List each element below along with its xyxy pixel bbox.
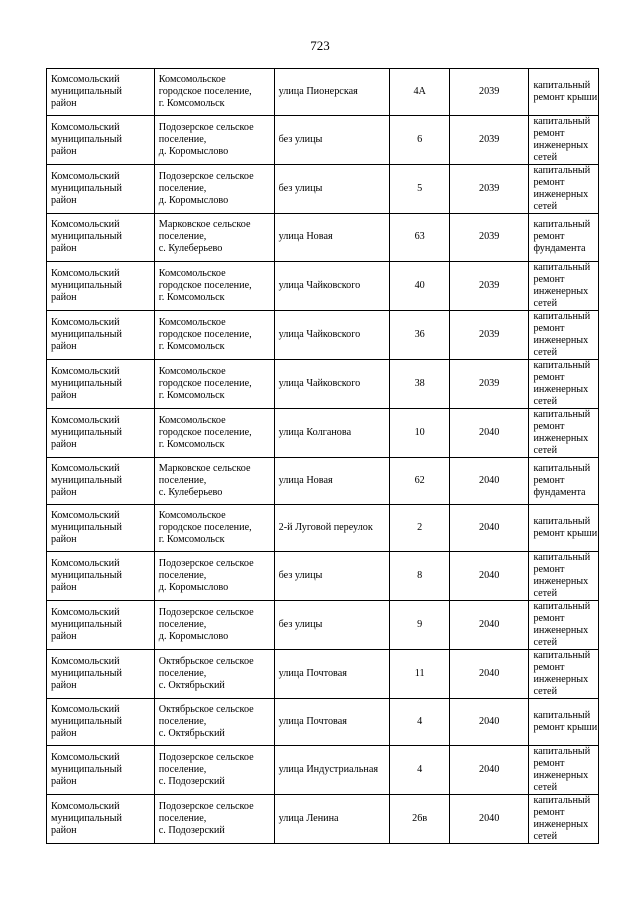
street-cell: улица Колганова [274,408,390,457]
work-type-cell [529,601,599,650]
district-cell-line: район [51,195,77,207]
settlement-cell-line: Октябрьское сельское [158,656,254,668]
work-type-cell-line: фундамента [533,243,586,255]
work-type-cell-line: инженерных [533,189,589,201]
settlement-cell-line: поселение, [158,474,207,486]
district-cell-line: муниципальный [51,474,122,486]
work-type-cell-line: ремонт [533,371,565,383]
work-type-cell-line: капитальный [533,310,591,322]
house-number-cell: 5 [390,165,449,214]
district-cell-line: муниципальный [51,619,122,631]
settlement-cell [154,746,274,795]
work-type-cell-line: сетей [533,637,558,649]
street-cell: без улицы [274,165,390,214]
district-cell-line: муниципальный [51,377,122,389]
settlement-cell-line: с. Подозерский [158,776,225,788]
year-cell: 2040 [449,699,529,746]
work-type-cell-line: ремонт [533,322,565,334]
street-cell: улица Чайковского [274,359,390,408]
work-type-cell-line: сетей [533,831,558,843]
work-type-cell-line: ремонт [533,177,565,189]
district-cell-line: Комсомольский [51,510,120,522]
year-cell: 2040 [449,601,529,650]
year-cell: 2040 [449,795,529,844]
work-type-cell-line: капитальный [533,80,591,92]
house-number-cell: 4 [390,699,449,746]
street-cell: улица Чайковского [274,310,390,359]
work-type-cell [529,69,599,116]
work-type-cell-line: инженерных [533,432,589,444]
year-cell: 2040 [449,408,529,457]
district-cell-line: район [51,389,77,401]
house-number-cell: 8 [390,552,449,601]
street-cell: без улицы [274,552,390,601]
settlement-cell-line: городское поселение, [158,377,252,389]
district-cell [47,165,155,214]
work-type-cell-line: ремонт [533,231,565,243]
settlement-cell-line: городское поселение, [158,328,252,340]
table-row [47,310,599,359]
settlement-cell-line: д. Коромыслово [158,195,229,207]
work-type-cell [529,795,599,844]
settlement-cell-line: с. Кулеберьево [158,486,223,498]
work-type-cell-line: инженерных [533,770,589,782]
settlement-cell-line: д. Коромыслово [158,146,229,158]
work-type-cell [529,165,599,214]
year-cell: 2039 [449,261,529,310]
district-cell-line: Комсомольский [51,267,120,279]
table-row [47,116,599,165]
district-cell-line: муниципальный [51,716,122,728]
district-cell-line: муниципальный [51,231,122,243]
district-cell-line: Комсомольский [51,801,120,813]
settlement-cell-line: Комсомольское [158,74,226,86]
year-cell: 2040 [449,504,529,551]
district-cell-line: район [51,146,77,158]
table-row [47,504,599,551]
district-cell [47,746,155,795]
district-cell-line: район [51,680,77,692]
work-type-cell [529,261,599,310]
settlement-cell-line: Подозерское сельское [158,801,254,813]
settlement-cell [154,310,274,359]
district-cell [47,214,155,261]
settlement-cell-line: с. Подозерский [158,825,225,837]
work-type-cell-line: ремонт [533,420,565,432]
work-type-cell-line: сетей [533,395,558,407]
district-cell-line: Комсомольский [51,704,120,716]
settlement-cell-line: поселение, [158,813,207,825]
work-type-cell [529,699,599,746]
work-type-cell-line: ремонт крыши [533,528,598,540]
work-type-cell-line: сетей [533,346,558,358]
district-cell-line: Комсомольский [51,171,120,183]
settlement-cell-line: поселение, [158,231,207,243]
district-cell-line: Комсомольский [51,558,120,570]
district-cell-line: муниципальный [51,764,122,776]
district-cell-line: муниципальный [51,328,122,340]
settlement-cell [154,650,274,699]
work-type-cell-line: ремонт [533,474,565,486]
table-row [47,69,599,116]
district-cell-line: район [51,776,77,788]
settlement-cell-line: г. Комсомольск [158,534,225,546]
work-type-cell-line: сетей [533,297,558,309]
district-cell-line: район [51,728,77,740]
settlement-cell-line: г. Комсомольск [158,340,225,352]
work-type-cell-line: ремонт крыши [533,92,598,104]
settlement-cell-line: д. Коромыслово [158,582,229,594]
house-number-cell: 2 [390,504,449,551]
district-cell-line: Комсомольский [51,122,120,134]
district-cell [47,69,155,116]
district-cell [47,408,155,457]
settlement-cell-line: Марковское сельское [158,219,251,231]
house-number-cell: 6 [390,116,449,165]
year-cell: 2040 [449,457,529,504]
work-type-cell [529,116,599,165]
district-cell-line: Комсомольский [51,414,120,426]
settlement-cell-line: городское поселение, [158,279,252,291]
settlement-cell-line: г. Комсомольск [158,291,225,303]
house-number-cell: 40 [390,261,449,310]
settlement-cell [154,504,274,551]
work-type-cell-line: сетей [533,152,558,164]
district-cell-line: район [51,582,77,594]
work-type-cell [529,214,599,261]
house-number-cell: 26в [390,795,449,844]
district-cell [47,601,155,650]
work-type-cell [529,650,599,699]
district-cell-line: муниципальный [51,86,122,98]
work-type-cell-line: капитальный [533,261,591,273]
work-type-cell [529,552,599,601]
district-cell-line: муниципальный [51,813,122,825]
work-type-cell-line: капитальный [533,516,591,528]
district-cell-line: Комсомольский [51,656,120,668]
settlement-cell-line: поселение, [158,183,207,195]
district-cell-line: муниципальный [51,183,122,195]
work-type-cell-line: инженерных [533,625,589,637]
year-cell: 2040 [449,552,529,601]
year-cell: 2039 [449,310,529,359]
work-type-cell-line: капитальный [533,710,591,722]
work-type-cell-line: капитальный [533,165,591,177]
work-type-cell-line: инженерных [533,576,589,588]
settlement-cell-line: Марковское сельское [158,462,251,474]
table-body [47,69,599,844]
district-cell-line: район [51,825,77,837]
settlement-cell-line: городское поселение, [158,426,252,438]
house-number-cell: 38 [390,359,449,408]
house-number-cell: 63 [390,214,449,261]
district-cell-line: Комсомольский [51,462,120,474]
settlement-cell-line: с. Октябрьский [158,680,225,692]
settlement-cell-line: городское поселение, [158,86,252,98]
work-type-cell-line: капитальный [533,601,591,613]
settlement-cell-line: с. Кулеберьево [158,243,223,255]
work-type-cell-line: капитальный [533,462,591,474]
district-cell-line: муниципальный [51,134,122,146]
street-cell: без улицы [274,116,390,165]
house-number-cell: 11 [390,650,449,699]
work-type-cell [529,746,599,795]
district-cell-line: район [51,98,77,110]
work-type-cell-line: инженерных [533,285,589,297]
street-cell: улица Индустриальная [274,746,390,795]
work-type-cell-line: капитальный [533,408,591,420]
settlement-cell-line: Подозерское сельское [158,607,254,619]
district-cell-line: муниципальный [51,570,122,582]
year-cell: 2039 [449,165,529,214]
settlement-cell-line: городское поселение, [158,522,252,534]
street-cell: улица Почтовая [274,650,390,699]
work-type-cell-line: капитальный [533,359,591,371]
settlement-cell [154,457,274,504]
year-cell: 2040 [449,650,529,699]
street-cell: улица Новая [274,214,390,261]
district-cell-line: район [51,243,77,255]
district-cell-line: район [51,631,77,643]
street-cell: улица Новая [274,457,390,504]
district-cell-line: Комсомольский [51,365,120,377]
house-number-cell: 36 [390,310,449,359]
settlement-cell-line: поселение, [158,619,207,631]
district-cell [47,699,155,746]
work-type-cell-line: фундамента [533,486,586,498]
year-cell: 2039 [449,116,529,165]
table-row [47,746,599,795]
district-cell [47,116,155,165]
table-row [47,699,599,746]
settlement-cell [154,699,274,746]
district-cell-line: Комсомольский [51,219,120,231]
work-type-cell-line: капитальный [533,746,591,758]
page-number: 723 [310,38,330,53]
work-type-cell-line: инженерных [533,383,589,395]
work-type-cell-line: ремонт [533,273,565,285]
work-type-cell [529,457,599,504]
settlement-cell-line: г. Комсомольск [158,98,225,110]
settlement-cell [154,116,274,165]
house-number-cell: 4 [390,746,449,795]
house-number-cell: 62 [390,457,449,504]
district-cell-line: муниципальный [51,522,122,534]
work-type-cell-line: инженерных [533,334,589,346]
district-cell-line: район [51,534,77,546]
settlement-cell-line: поселение, [158,570,207,582]
house-number-cell: 10 [390,408,449,457]
table-row [47,408,599,457]
district-cell [47,650,155,699]
district-cell-line: район [51,291,77,303]
street-cell: улица Ленина [274,795,390,844]
district-cell [47,504,155,551]
district-cell [47,261,155,310]
work-type-cell-line: ремонт [533,758,565,770]
settlement-cell-line: поселение, [158,764,207,776]
work-type-cell-line: ремонт [533,807,565,819]
settlement-cell-line: Подозерское сельское [158,752,254,764]
work-type-cell-line: инженерных [533,140,589,152]
district-cell [47,359,155,408]
table-row [47,457,599,504]
work-type-cell-line: ремонт [533,662,565,674]
work-type-cell-line: сетей [533,588,558,600]
district-cell-line: Комсомольский [51,74,120,86]
year-cell: 2040 [449,746,529,795]
district-cell-line: муниципальный [51,668,122,680]
settlement-cell [154,552,274,601]
work-type-cell [529,408,599,457]
work-type-cell-line: капитальный [533,795,591,807]
work-type-cell-line: инженерных [533,819,589,831]
table-row [47,359,599,408]
settlement-cell-line: д. Коромыслово [158,631,229,643]
settlement-cell-line: Подозерское сельское [158,171,254,183]
district-cell-line: район [51,340,77,352]
district-cell-line: Комсомольский [51,752,120,764]
work-type-cell-line: сетей [533,782,558,794]
work-type-cell-line: ремонт [533,128,565,140]
table-row [47,552,599,601]
table-row [47,601,599,650]
work-type-cell-line: ремонт [533,613,565,625]
year-cell: 2039 [449,359,529,408]
district-cell-line: муниципальный [51,279,122,291]
work-type-cell-line: капитальный [533,650,591,662]
work-type-cell-line: сетей [533,686,558,698]
district-cell-line: Комсомольский [51,316,120,328]
settlement-cell-line: Комсомольское [158,267,226,279]
table-row [47,165,599,214]
table-row [47,795,599,844]
district-cell [47,310,155,359]
settlement-cell [154,165,274,214]
district-cell [47,795,155,844]
settlement-cell [154,601,274,650]
work-type-cell-line: капитальный [533,552,591,564]
settlement-cell-line: Подозерское сельское [158,122,254,134]
work-type-cell-line: капитальный [533,116,591,128]
settlement-cell-line: Подозерское сельское [158,558,254,570]
settlement-cell [154,795,274,844]
work-type-cell [529,359,599,408]
settlement-cell-line: Комсомольское [158,414,226,426]
work-type-cell-line: инженерных [533,674,589,686]
street-cell: улица Чайковского [274,261,390,310]
work-type-cell-line: сетей [533,444,558,456]
table-row [47,261,599,310]
work-type-cell-line: капитальный [533,219,591,231]
street-cell: без улицы [274,601,390,650]
year-cell: 2039 [449,214,529,261]
district-cell [47,457,155,504]
settlement-cell-line: поселение, [158,668,207,680]
settlement-cell [154,69,274,116]
settlement-cell-line: г. Комсомольск [158,389,225,401]
table-row [47,214,599,261]
settlement-cell [154,261,274,310]
settlement-cell-line: г. Комсомольск [158,438,225,450]
settlement-cell [154,214,274,261]
year-cell: 2039 [449,69,529,116]
settlement-cell [154,408,274,457]
street-cell: улица Пионерская [274,69,390,116]
settlement-cell-line: поселение, [158,716,207,728]
table-row [47,650,599,699]
settlement-cell-line: поселение, [158,134,207,146]
settlement-cell-line: Комсомольское [158,510,226,522]
work-type-cell-line: ремонт [533,564,565,576]
repair-schedule-table [46,68,599,844]
work-type-cell [529,310,599,359]
house-number-cell: 4А [390,69,449,116]
district-cell [47,552,155,601]
district-cell-line: район [51,438,77,450]
settlement-cell [154,359,274,408]
street-cell: 2-й Луговой переулок [274,504,390,551]
district-cell-line: муниципальный [51,426,122,438]
work-type-cell-line: сетей [533,201,558,213]
work-type-cell [529,504,599,551]
street-cell: улица Почтовая [274,699,390,746]
settlement-cell-line: Комсомольское [158,316,226,328]
settlement-cell-line: Октябрьское сельское [158,704,254,716]
house-number-cell: 9 [390,601,449,650]
settlement-cell-line: Комсомольское [158,365,226,377]
work-type-cell-line: ремонт крыши [533,722,598,734]
district-cell-line: район [51,486,77,498]
district-cell-line: Комсомольский [51,607,120,619]
settlement-cell-line: с. Октябрьский [158,728,225,740]
